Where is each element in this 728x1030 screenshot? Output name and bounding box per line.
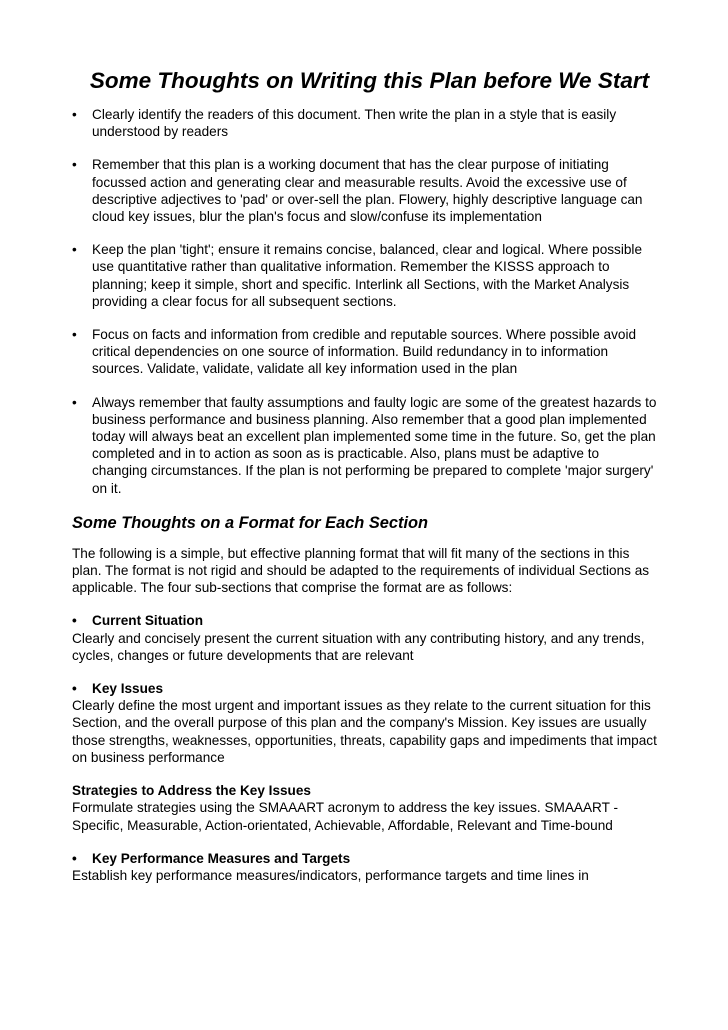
bullet-icon: •: [72, 327, 77, 343]
subsection-heading: [72, 850, 657, 867]
list-item-text: Focus on facts and information from credible and reputable sources. Where possible avoid critical dependencies on one source of information. Build redundancy in to information sources. Validate, validate, validate all key information used in the plan: [92, 327, 637, 377]
bullet-icon: •: [72, 242, 77, 258]
subsection-key-issues: [72, 680, 657, 766]
list-item: [72, 394, 657, 497]
subsection-text: Establish key performance measures/indicators, performance targets and time lines in: [72, 867, 589, 883]
subsection-key-performance: [72, 850, 657, 884]
bullet-icon: •: [72, 107, 77, 122]
bullet-icon: •: [72, 613, 77, 629]
bullet-icon: •: [72, 681, 77, 697]
subsection-heading-label: Strategies to Address the Key Issues: [72, 783, 311, 799]
subsection-strategies: [72, 782, 657, 834]
list-item: [72, 156, 657, 225]
page-title: Some Thoughts on Writing this Plan before We Start: [89, 68, 650, 93]
subsection-heading-label: Key Issues: [92, 681, 164, 697]
list-item-text: Keep the plan 'tight'; ensure it remains concise, balanced, clear and logical. Where possible use quantitative rather than qualitative information. Remember the KISSS approach to planning; keep it simple, short and specific. Interlink all Sections, with the Market Analysis providing a clear focus for all subsequent sections.: [92, 242, 643, 309]
subsection-current-situation: [72, 612, 657, 664]
list-item: [72, 241, 657, 310]
subsection-heading: [72, 680, 657, 697]
list-item-text: Always remember that faulty assumptions and faulty logic are some of the greatest hazards to business performance and business planning. Also remember that a good plan implemented today will always beat an excellent plan implemented some time in the future. So, get the plan completed and in to action as soon as is practicable. Also, plans must be adaptive to changing circumstances. If the plan is not performing be prepared to complete 'major surgery' on it.: [92, 394, 657, 496]
format-section-heading: Some Thoughts on a Format for Each Section: [72, 513, 429, 532]
subsection-heading-label: Current Situation: [92, 613, 204, 629]
writing-thoughts-list: [72, 106, 657, 497]
format-intro-paragraph: The following is a simple, but effective planning format that will fit many of the sections in this plan. The format is not rigid and should be adapted to the requirements of individual Sections as applicable. The four sub-sections that comprise the format are as follows:: [72, 545, 650, 596]
subsection-heading-label: Key Performance Measures and Targets: [92, 850, 351, 866]
subsection-heading: [72, 782, 657, 799]
list-item-text: Remember that this plan is a working document that has the clear purpose of initiating focussed action and generating clear and measurable results. Avoid the excessive use of descriptive adjectives to 'pad' or over-sell the plan. Flowery, highly descriptive language can cloud key issues, blur the plan's focus and slow/confuse its implementation: [92, 157, 643, 225]
list-item: [72, 106, 657, 140]
subsection-text: Clearly define the most urgent and important issues as they relate to the current situation for this Section, and the overall purpose of this plan and the company's Mission. Key issues are usually those strengths, weaknesses, opportunities, threats, capability gaps and impediments that impact on business performance: [72, 698, 657, 765]
list-item: [72, 326, 657, 378]
document-page: [72, 68, 657, 900]
list-item-text: Clearly identify the readers of this document. Then write the plan in a style that is easily understood by readers: [92, 107, 617, 140]
bullet-icon: •: [72, 157, 77, 173]
subsection-heading: [72, 612, 657, 629]
subsection-text: Clearly and concisely present the current situation with any contributing history, and any trends, cycles, changes or future developments that are relevant: [72, 630, 645, 663]
bullet-icon: •: [72, 394, 77, 410]
bullet-icon: •: [72, 850, 77, 866]
subsection-text: Formulate strategies using the SMAAART acronym to address the key issues. SMAAART - Specific, Measurable, Action-orientated, Achievable, Affordable, Relevant and Time-bound: [72, 800, 618, 833]
